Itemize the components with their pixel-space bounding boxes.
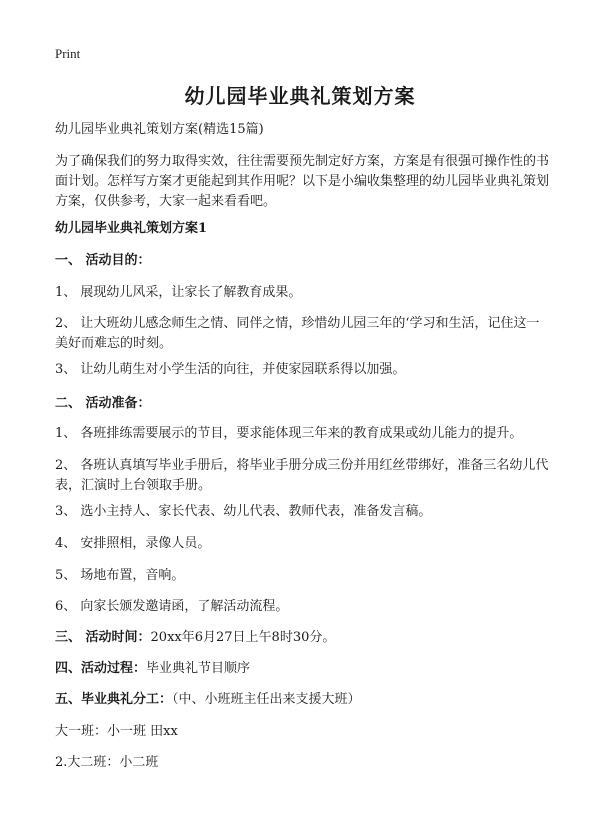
prep-item-1: 1、 各班排练需要展示的节目，要求能体现三年来的教育成果或幼儿能力的提升。 — [55, 426, 523, 441]
class-two-line: 2.大二班：小二班 — [55, 755, 159, 770]
time-row — [55, 628, 555, 648]
prep-item-5: 5、 场地布置，音响。 — [55, 568, 185, 583]
intro-paragraph: 为了确保我们的努力取得实效，往往需要预先制定好方案，方案是有很强可操作性的书面计划。怎样写方案才更能起到其作用呢？以下是小编收集整理的幼儿园毕业典礼策划方案，仅供参考，大家一起来看看吧。 — [55, 154, 550, 209]
section-heading: 幼儿园毕业典礼策划方案1 — [55, 221, 208, 236]
goal-item-3: 3、 让幼儿萌生对小学生活的向往，并使家园联系得以加强。 — [55, 362, 406, 377]
prep-item-4: 4、 安排照相，录像人员。 — [55, 536, 211, 551]
subtitle: 幼儿园毕业典礼策划方案(精选15篇) — [55, 122, 264, 137]
print-link[interactable]: Print — [55, 46, 81, 61]
page-title: 幼儿园毕业典礼策划方案 — [184, 84, 416, 108]
prep-item-2: 2、 各班认真填写毕业手册后，将毕业手册分成三份并用红丝带绑好，准备三名幼儿代表，汇演时上台领取手册。 — [55, 458, 549, 493]
division-row — [55, 690, 555, 710]
process-value: 毕业典礼节目顺序 — [146, 661, 251, 676]
prep-item-6: 6、 向家长颁发邀请函，了解活动流程。 — [55, 599, 289, 614]
prep-heading: 二、 活动准备： — [55, 396, 151, 411]
goal-item-2: 2、 让大班幼儿感念师生之情、同伴之情，珍惜幼儿园三年的‘学习和生活，记住这一美好而难忘的时刻。 — [55, 316, 540, 351]
time-label: 三、 活动时间： — [55, 630, 151, 645]
goal-item-1: 1、 展现幼儿风采，让家长了解教育成果。 — [55, 285, 302, 300]
prep-item-3: 3、 选小主持人、家长代表、幼儿代表、教师代表，准备发言稿。 — [55, 504, 432, 519]
time-value: 20xx年6月27日上午8时30分。 — [150, 630, 336, 645]
class-one-line: 大一班：小一班 田xx — [55, 724, 178, 739]
division-value: （中、小班班主任出来支援大班） — [172, 692, 361, 707]
goal-heading: 一、 活动目的： — [55, 253, 151, 268]
process-label: 四、活动过程： — [55, 661, 147, 676]
division-label: 五、毕业典礼分工： — [55, 692, 173, 707]
process-row — [55, 659, 555, 679]
